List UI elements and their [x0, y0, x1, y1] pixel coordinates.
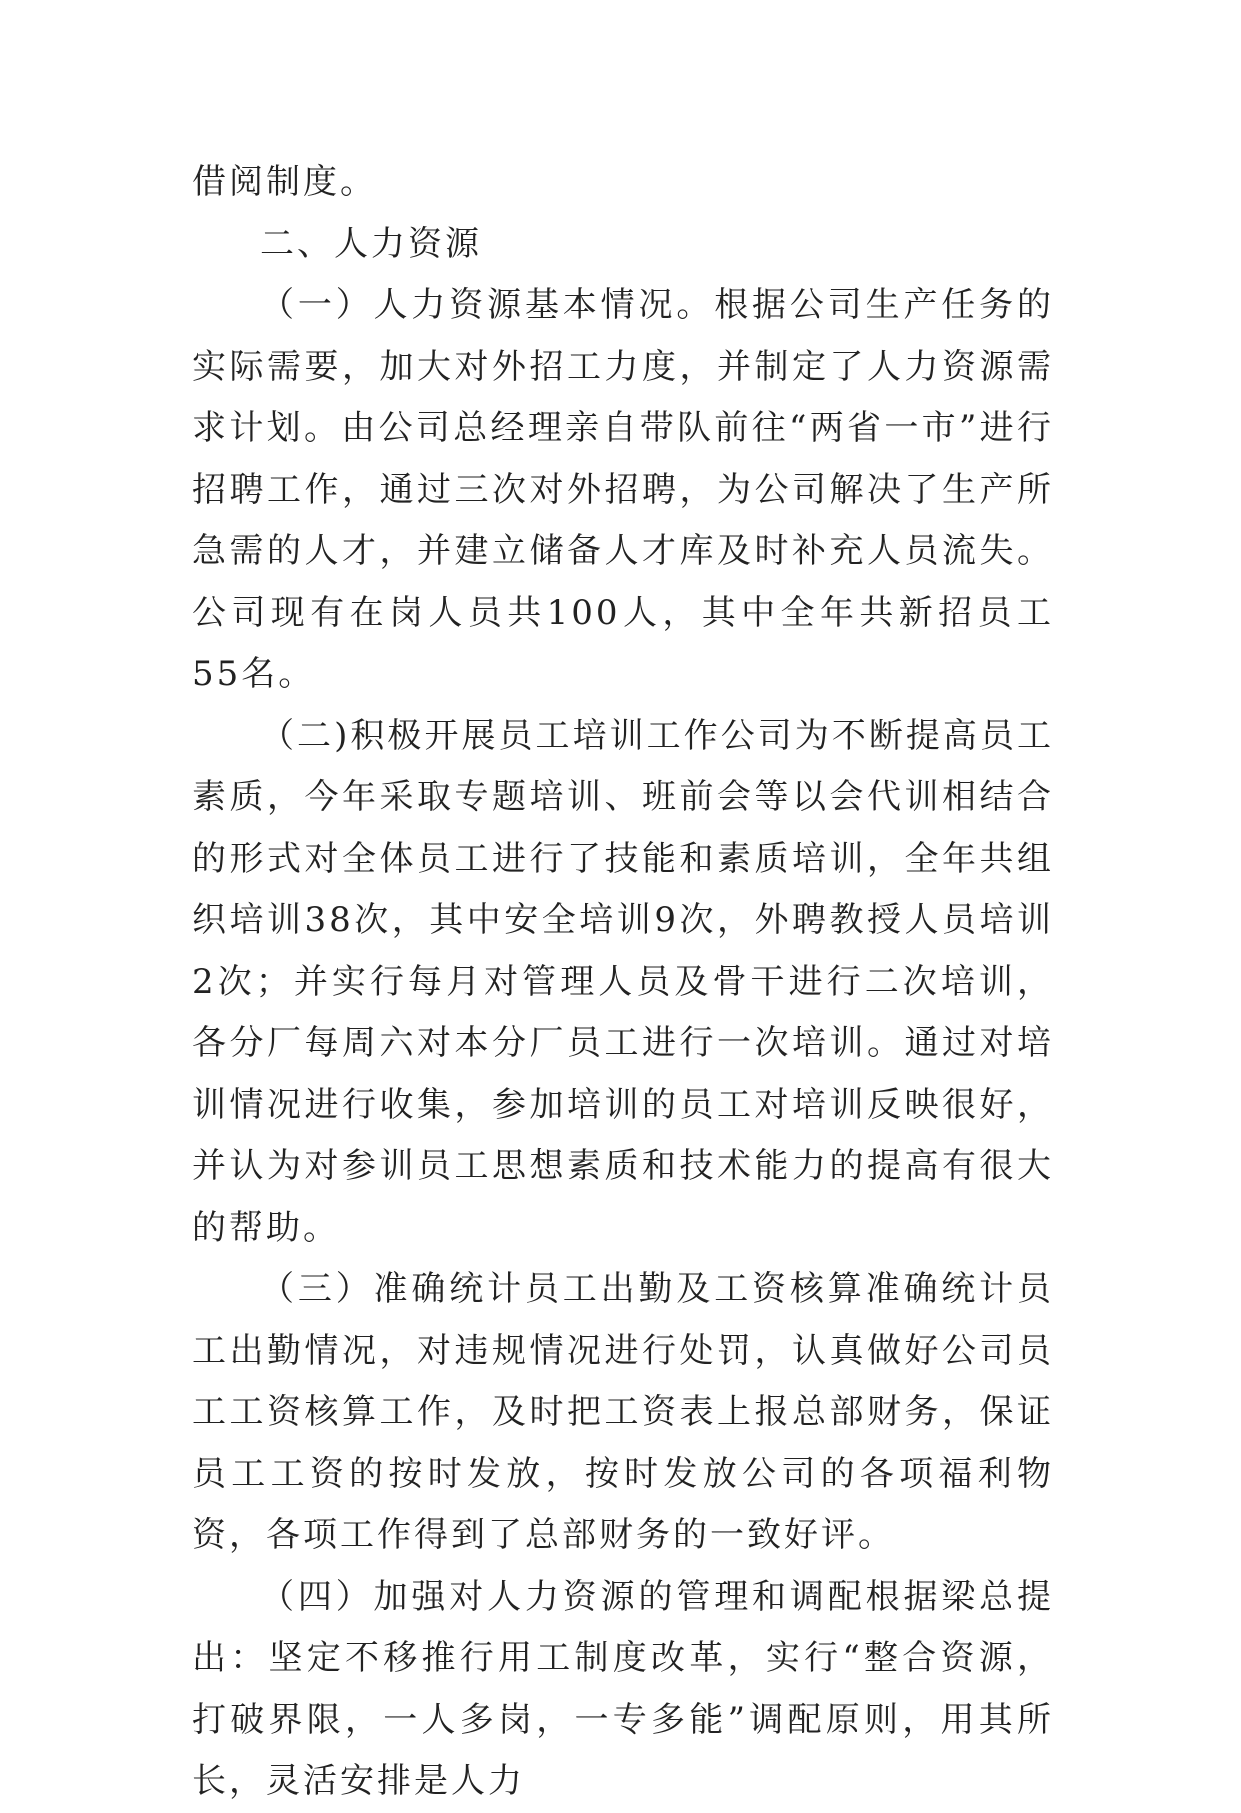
paragraph-employee-training: （二)积极开展员工培训工作公司为不断提高员工素质，今年采取专题培训、班前会等以会代训相结合的形式对全体员工进行了技能和素质培训，全年共组织培训38次，其中安全培训9次，外聘教授人员培训2次；并实行每月对管理人员及骨干进行二次培训，各分厂每周六对本分厂员工进行一次培训。通过对培训情况进行收集，参加培训的员工对培训反映很好，并认为对参训员工思想素质和技术能力的提高有很大的帮助。 — [192, 715, 1054, 1248]
paragraph-attendance-payroll: （三）准确统计员工出勤及工资核算准确统计员工出勤情况，对违规情况进行处罚，认真做好公司员工工资核算工作，及时把工资表上报总部财务，保证员工工资的按时发放，按时发放公司的各项福利物资，各项工作得到了总部财务的一致好评。 — [192, 1269, 1054, 1555]
paragraph-hr-management: （四）加强对人力资源的管理和调配根据梁总提出：坚定不移推行用工制度改革，实行“整合资源，打破界限，一人多岗，一专多能”调配原则，用其所长，灵活安排是人力 — [192, 1576, 1054, 1801]
paragraph-continuation: 借阅制度。 — [192, 162, 377, 202]
section-heading-human-resources: 二、人力资源 — [260, 223, 482, 264]
paragraph-hr-overview: （一）人力资源基本情况。根据公司生产任务的实际需要，加大对外招工力度，并制定了人力资源需求计划。由公司总经理亲自带队前往“两省一市”进行招聘工作，通过三次对外招聘，为公司解决了生产所急需的人才，并建立储备人才库及时补充人员流失。公司现有在岗人员共100人，其中全年共新招员工55名。 — [192, 285, 1054, 694]
document-body — [192, 152, 1054, 1813]
